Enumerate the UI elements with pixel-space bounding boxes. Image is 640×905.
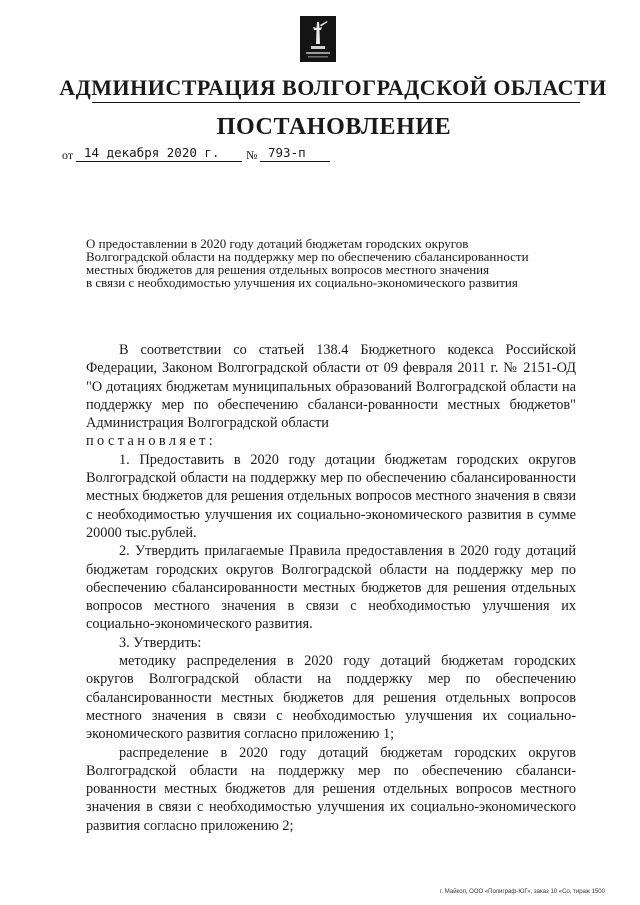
header-divider (92, 102, 580, 103)
decree-word: постановляет: (86, 433, 217, 450)
clause-paragraph: методику распределения в 2020 году дотаций бюджетам городских округов Волгоградской области на поддержку мер по обеспечению сбалансированности местных бюджетов для решения отдельных вопросов местного значения в связи с необходимостью улучшения их социально-экономического развития согласно приложению 1; (86, 653, 576, 743)
preamble-paragraph: В соответствии со статьей 138.4 Бюджетного кодекса Российской Федерации, Законом Волгоградской области от 09 февраля 2011 г. № 2151-ОД "О дотациях бюджетам муниципальных образований Волгоградской области на поддержку мер по обеспечению сбаланси-рованности местных бюджетов" Администрация Волгоградской области (86, 342, 576, 432)
title-line: Волгоградской области на поддержку мер по обеспечению сбалансированности (86, 249, 529, 264)
clause-paragraph: 1. Предоставить в 2020 году дотации бюджетам городских округов Волгоградской области на поддержку мер по обеспечению сбалансированности местных бюджетов для решения отдельных вопросов местного значения в связи с необходимостью улучшения их социально-экономического развития в сумме 20000 тыс.рублей. (86, 451, 576, 541)
clause-paragraph: 3. Утвердить: (119, 634, 202, 651)
clause-paragraph: 2. Утвердить прилагаемые Правила предоставления в 2020 году дотаций бюджетам городских округов Волгоградской области на поддержку мер по обеспечению сбалансированности местных бюджетов для решения отдельных вопросов местного значения в связи с необходимостью улучшения их социально-экономического развития. (86, 543, 576, 633)
number-field: 793-п (260, 142, 330, 162)
title-line: местных бюджетов для решения отдельных вопросов местного значения (86, 262, 490, 277)
agency-name: АДМИНИСТРАЦИЯ ВОЛГОГРАДСКОЙ ОБЛАСТИ (59, 75, 607, 100)
number-label: № (246, 148, 258, 162)
print-imprint: г. Майкоп, ООО «Полиграф-ЮГ», заказ 10 «Со, тираж 1500 (440, 889, 605, 895)
title-line: в связи с необходимостью улучшения их социально-экономического развития (86, 275, 518, 290)
document-title (86, 237, 576, 289)
clause-paragraph: распределение в 2020 году дотаций бюджетам городских округов Волгоградской области на поддержку мер по обеспечению сбаланси-рованности местных бюджетов для решения отдельных вопросов местного значения в связи с необходимостью улучшения их социально-экономического развития согласно приложению 2; (86, 744, 576, 834)
coat-of-arms-icon (300, 16, 336, 62)
title-line: О предоставлении в 2020 году дотаций бюджетам городских округов (86, 236, 469, 251)
date-label: от (62, 148, 74, 162)
document-type: ПОСТАНОВЛЕНИЕ (216, 114, 452, 140)
document-meta (62, 142, 462, 166)
document-body (86, 341, 576, 835)
date-field: 14 декабря 2020 г. (76, 142, 242, 162)
